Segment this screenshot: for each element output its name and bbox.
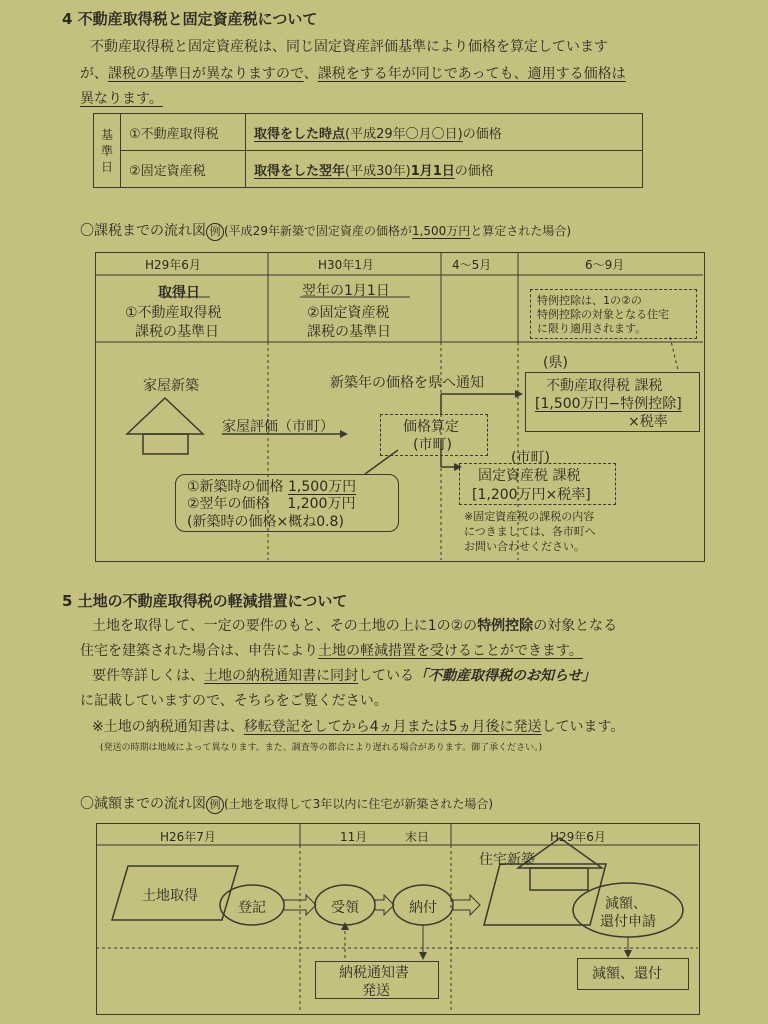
- flow1-c2-line2: 課税の基準日: [307, 324, 391, 340]
- section5-p1-line1: 土地を取得して、一定の要件のもと、その土地の上に1の②の特例控除の対象となる: [92, 618, 618, 634]
- flow2-notice2: 発送: [362, 983, 390, 999]
- flow2-juryo: 受領: [331, 900, 359, 916]
- section4-paragraph-line1: 不動産取得税と固定資産税は、同じ固定資産評価基準により価格を算定しています: [90, 39, 608, 55]
- flow1-notify: 新築年の価格を県へ通知: [330, 375, 484, 391]
- flow1-kotei2: [1,200万円×税率]: [472, 487, 591, 503]
- flow1-shicho: (市町): [511, 450, 550, 466]
- flow1-ken: (県): [543, 355, 568, 371]
- flow1-fudosan2: [1,500万円−特例控除]: [535, 396, 682, 412]
- flow2-col3: H29年6月: [550, 830, 606, 844]
- section4-paragraph-line2: が、課税の基準日が異なりますので、課税をする年が同じであっても、適用する価格は: [80, 66, 626, 82]
- flow1-price3: (新築時の価格×概ね0.8): [187, 514, 344, 530]
- flow1-ask2: につきましては、各市町へ: [464, 525, 596, 538]
- flow1-ask3: お問い合わせください。: [464, 540, 585, 553]
- row1-desc: 取得をした時点(平成29年〇月〇日)の価格: [246, 114, 643, 151]
- section5-p3: ※土地の納税通知書は、移転登記をしてから4ヵ月または5ヵ月後に発送しています。: [92, 719, 625, 735]
- flow1-col1: H29年6月: [145, 258, 201, 272]
- flow1-fudosan3: ×税率: [628, 414, 668, 430]
- flow1-note-line3: に限り適用されます。: [537, 322, 647, 335]
- flow1-col2: H30年1月: [318, 258, 374, 272]
- flow1-col4: 6～9月: [585, 258, 625, 272]
- flow1-note-line1: 特例控除は、1の②の: [537, 294, 642, 307]
- flow1-fudosan1: 不動産取得税 課税: [546, 378, 663, 394]
- flow1-price2: ②翌年の価格 1,200万円: [187, 496, 356, 512]
- flow1-note-line2: 特例控除の対象となる住宅: [537, 308, 669, 321]
- flow2-gengaku1: 減額、: [605, 896, 647, 912]
- flow1-kakaku1: 価格算定: [403, 419, 459, 435]
- section5-p2-line2: に記載していますので、そちらをご覧ください。: [80, 693, 388, 709]
- section5-p1-line2: 住宅を建築された場合は、申告により土地の軽減措置を受けることができます。: [80, 643, 583, 659]
- flow2-title: 〇減額までの流れ図 例 (土地を取得して3年以内に住宅が新築された場合): [80, 796, 493, 812]
- flow1-c1-line2: 課税の基準日: [135, 324, 219, 340]
- section5-p3-small: (発送の時期は地域によって異なります。また、調査等の都合により遅れる場合があります。御了承ください。): [100, 743, 543, 753]
- flow2-nofu: 納付: [409, 900, 437, 916]
- flow1-hyoka: 家屋評価（市町）: [222, 419, 334, 435]
- flow2-gengaku2: 還付申請: [600, 914, 656, 930]
- row2-tax: ②固定資産税: [121, 151, 246, 188]
- flow1-c1-line1: ①不動産取得税: [125, 305, 222, 321]
- flow1-c2-title: 翌年の1月1日: [302, 283, 390, 299]
- section4-paragraph-line3: 異なります。: [80, 91, 163, 107]
- flow1-kakaku2: (市町): [413, 437, 452, 453]
- flow2-notice1: 納税通知書: [339, 965, 409, 981]
- flow1-kotei1: 固定資産税 課税: [478, 468, 581, 484]
- flow1-col3: 4～5月: [452, 258, 492, 272]
- section5-p2-line1: 要件等詳しくは、土地の納税通知書に同封している「不動産取得税のお知らせ」: [92, 668, 596, 684]
- flow2-jutaku: 住宅新築: [479, 852, 535, 868]
- flow1-c2-line1: ②固定資産税: [307, 305, 390, 321]
- flow2-col2a: 11月: [340, 830, 368, 844]
- flow1-title: 〇課税までの流れ図 例 (平成29年新築で固定資産の価格が1,500万円と算定された場合): [80, 223, 571, 239]
- row2-desc: 取得をした翌年(平成30年)1月1日の価格: [246, 151, 643, 188]
- flow1-ask1: ※固定資産税の課税の内容: [464, 510, 595, 523]
- flow1-price1: ①新築時の価格 1,500万円: [187, 479, 357, 495]
- kijun-label: 基準日: [94, 114, 121, 188]
- flow2-col1: H26年7月: [160, 830, 216, 844]
- row1-tax: ①不動産取得税: [121, 114, 246, 151]
- section4-heading: 4 不動産取得税と固定資産税について: [62, 10, 318, 28]
- flow2-col2b: 末日: [405, 830, 430, 844]
- section5-heading: 5 土地の不動産取得税の軽減措置について: [62, 592, 348, 610]
- flow1-c1-title: 取得日: [158, 285, 200, 301]
- flow2-result: 減額、還付: [592, 966, 662, 982]
- flow2-tochi: 土地取得: [142, 888, 198, 904]
- flow1-kaoku: 家屋新築: [143, 378, 199, 394]
- flow2-toki: 登記: [238, 900, 266, 916]
